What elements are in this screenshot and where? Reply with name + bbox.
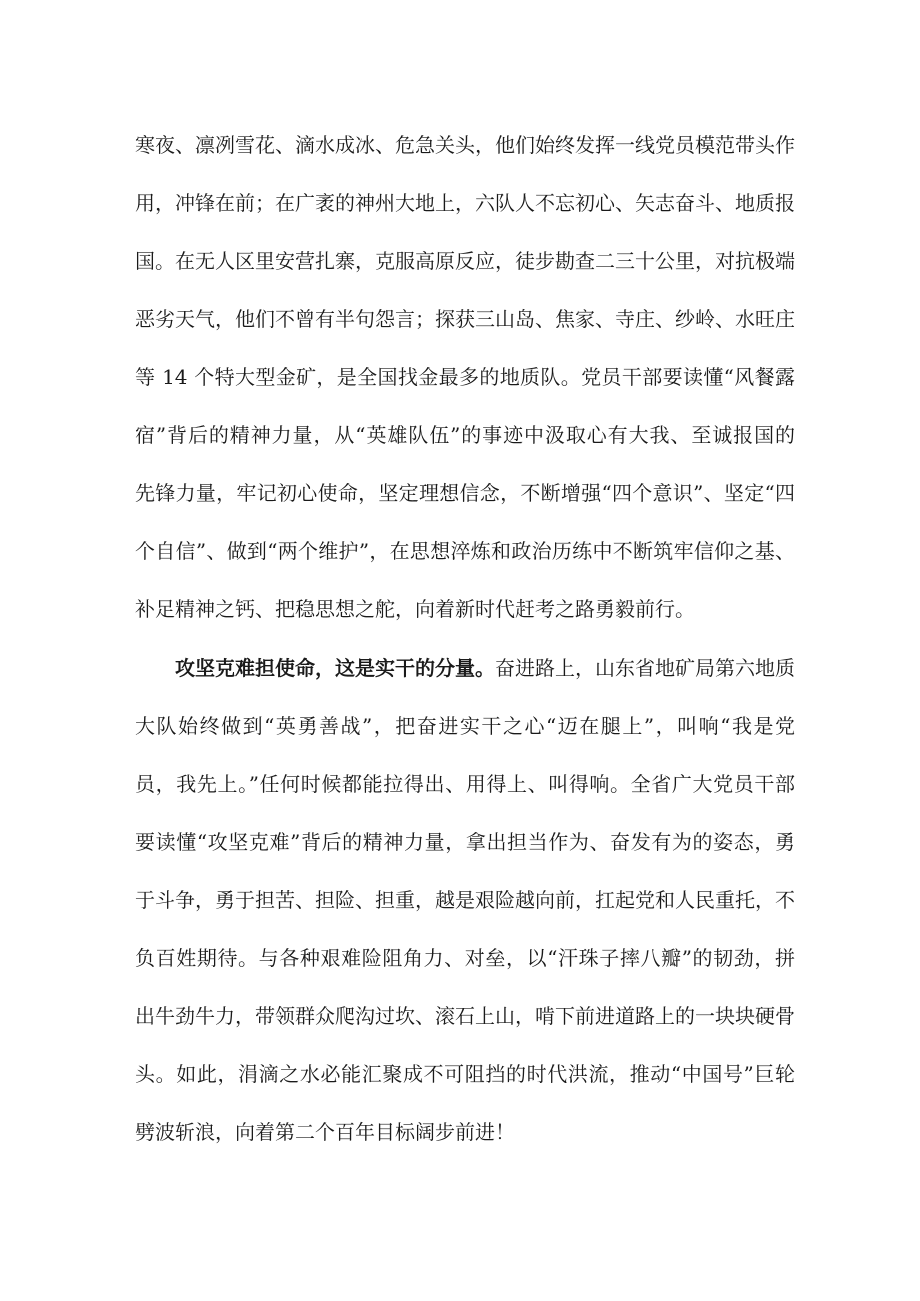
- paragraph-1-line: 补足精神之钙、把稳思想之舵，向着新时代赶考之路勇毅前行。: [135, 597, 695, 621]
- paragraph-1-line: 恶劣天气，他们不曾有半句怨言；探获三山岛、焦家、寺庄、纱岭、水旺庄: [135, 307, 795, 331]
- paragraph-2-first-line-text: 奋进路上，山东省地矿局第六地质: [495, 656, 795, 680]
- paragraph-2-line: 出牛劲牛力，带领群众爬沟过坎、滚石上山，啃下前进道路上的一块块硬骨: [135, 1004, 795, 1028]
- paragraph-2-line: 头。如此，涓滴之水必能汇聚成不可阻挡的时代洪流，推动“中国号”巨轮: [135, 1062, 795, 1086]
- paragraph-2-line: 员，我先上。”任何时候都能拉得出、用得上、叫得响。全省广大党员干部: [135, 772, 795, 796]
- paragraph-1-line: 等 14 个特大型金矿，是全国找金最多的地质队。党员干部要读懂“风餐露: [135, 365, 795, 389]
- paragraph-1-line: 寒夜、凛冽雪花、滴水成冰、危急关头，他们始终发挥一线党员模范带头作: [135, 133, 795, 157]
- paragraph-1-line: 用，冲锋在前；在广袤的神州大地上，六队人不忘初心、矢志奋斗、地质报: [135, 191, 795, 215]
- paragraph-2-line: 大队始终做到“英勇善战”，把奋进实干之心“迈在腿上”，叫响“我是党: [135, 714, 795, 738]
- paragraph-1-line: 先锋力量，牢记初心使命，坚定理想信念，不断增强“四个意识”、坚定“四: [135, 481, 795, 505]
- paragraph-2-line: 于斗争，勇于担苦、担险、担重，越是艰险越向前，扛起党和人民重托，不: [135, 888, 795, 912]
- paragraph-1-line: 个自信”、做到“两个维护”，在思想淬炼和政治历练中不断筑牢信仰之基、: [135, 539, 795, 563]
- paragraph-2-line: 劈波斩浪，向着第二个百年目标阔步前进！: [135, 1120, 515, 1144]
- paragraph-2-line: 负百姓期待。与各种艰难险阻角力、对垒，以“汗珠子摔八瓣”的韧劲，拼: [135, 946, 795, 970]
- paragraph-2-heading: 攻坚克难担使命，这是实干的分量。: [175, 656, 495, 680]
- paragraph-1-line: 宿”背后的精神力量，从“英雄队伍”的事迹中汲取心有大我、至诚报国的: [135, 423, 795, 447]
- paragraph-1-line: 国。在无人区里安营扎寨，克服高原反应，徒步勘查二三十公里，对抗极端: [135, 249, 795, 273]
- paragraph-2-line: 要读懂“攻坚克难”背后的精神力量，拿出担当作为、奋发有为的姿态，勇: [135, 830, 795, 854]
- paragraph-2-first-line: [175, 648, 795, 688]
